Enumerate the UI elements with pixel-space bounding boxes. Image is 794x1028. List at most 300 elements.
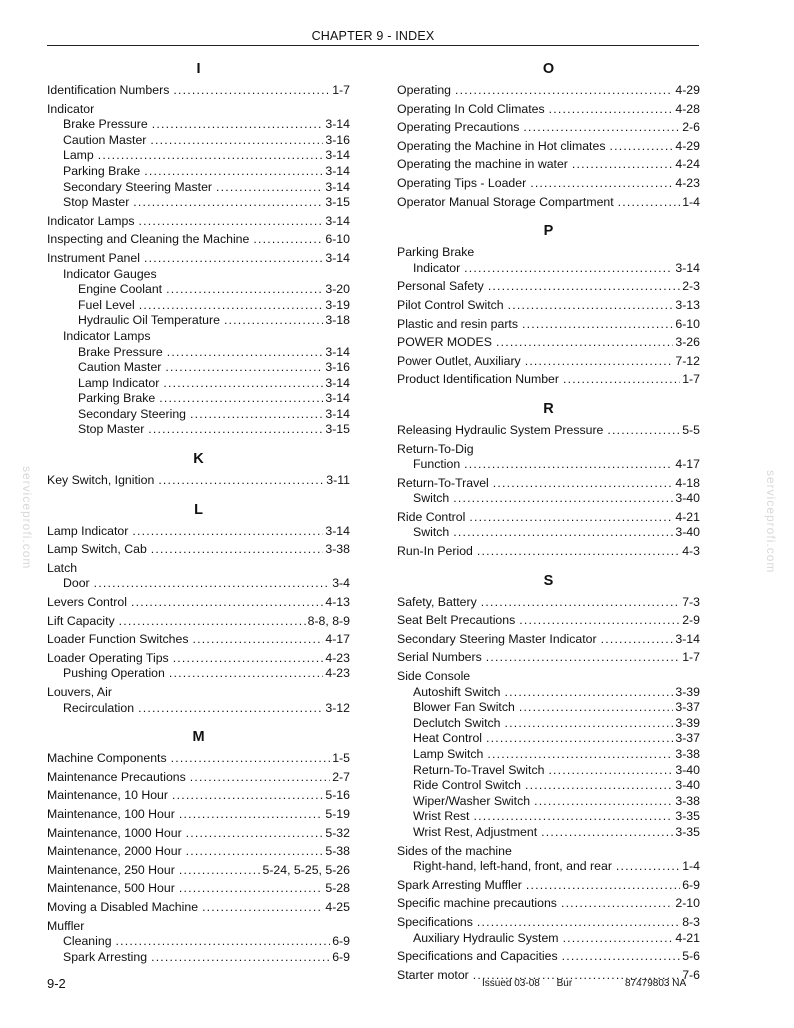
index-entry [397,896,700,912]
index-entry [397,102,700,118]
index-entry [397,139,700,155]
index-entry [47,542,350,558]
entry-text: Inspecting and Cleaning the Machine [47,232,250,247]
entry-page: 6-10 [325,232,350,247]
entry-text: Safety, Battery [397,594,477,609]
entry-page: 3-16 [325,360,350,375]
dot-leader [163,376,323,392]
dot-leader [616,859,680,875]
entry-text: Plastic and resin parts [397,316,518,331]
entry-page: 3-35 [675,809,700,824]
index-entry [47,666,350,682]
entry-text: Latch [47,560,78,575]
index-entry [47,214,350,230]
index-entry [47,934,350,950]
entry-text: Maintenance, 10 Hour [47,788,168,803]
entry-text: Operating Tips - Loader [397,175,527,190]
entry-page: 1-4 [682,859,700,874]
entry-text: Loader Function Switches [47,632,189,647]
entry-text: Muffler [47,918,85,933]
section-gap [47,489,350,499]
index-entry [47,863,350,879]
entry-text: Lamp Indicator [78,375,160,390]
dot-leader [144,251,323,267]
dot-leader [166,282,323,298]
entry-page: 3-39 [675,715,700,730]
entry-page: 6-10 [675,316,700,331]
index-entry [47,595,350,611]
entry-page: 4-18 [675,475,700,490]
entry-text: Lamp Switch [413,747,484,761]
entry-page: 3-40 [675,525,700,540]
entry-page: 3-40 [675,762,700,777]
index-entry [397,716,700,732]
dot-leader [173,651,324,667]
index-entry [47,133,350,149]
dot-leader [186,844,324,860]
entry-page: 3-38 [675,793,700,808]
index-entry [47,329,350,345]
entry-page: 8-3 [682,914,700,929]
dot-leader [119,614,306,630]
index-entry [397,442,700,458]
index-entry [47,826,350,842]
dot-leader [150,133,323,149]
entry-text: Lamp [63,148,94,163]
dot-leader [486,731,673,747]
section-letter: R [543,400,554,417]
dot-leader [186,826,324,842]
entry-page: 3-14 [325,375,350,390]
entry-text: Operating the Machine in Hot climates [397,138,606,153]
entry-text: Heat Control [413,731,483,746]
index-entry [397,544,700,560]
entry-page: 3-15 [325,195,350,210]
footer-issued: Issued 03-08 [482,978,540,989]
entry-page: 5-6 [682,949,700,964]
dot-leader [618,195,681,211]
dot-leader [138,701,323,717]
index-entry [397,650,700,666]
entry-page: 3-11 [326,473,350,488]
entry-page: 3-38 [675,747,700,761]
entry-page: 8-8, 8-9 [307,613,350,628]
section-letter: O [542,61,555,77]
dot-leader [548,763,673,779]
dot-leader [139,298,324,314]
entry-page: 3-18 [325,313,350,328]
entry-text: Ride Control Switch [413,778,521,793]
entry-text: Operator Manual Storage Compartment [397,194,614,209]
entry-text: Lift Capacity [47,613,115,628]
entry-text: Brake Pressure [78,344,163,359]
dot-leader [172,788,323,804]
entry-page: 2-10 [675,896,700,911]
section-letter: K [193,451,204,468]
entry-text: Spark Arresting Muffler [397,877,522,892]
index-entry [47,117,350,133]
entry-text: Spark Arresting [63,949,148,964]
entry-page: 3-14 [675,631,700,646]
index-entry [397,372,700,388]
dot-leader [563,372,680,388]
entry-page: 6-9 [332,934,350,949]
entry-text: Pilot Control Switch [397,297,504,312]
index-entry [47,313,350,329]
entry-page: 4-21 [675,509,700,524]
section-gap [397,210,700,220]
entry-text: Machine Components [47,751,167,766]
entry-text: Parking Brake [63,163,141,178]
dot-leader [151,542,324,558]
index-entry [397,261,700,277]
entry-page: 3-14 [325,344,350,359]
index-entry [397,669,700,685]
index-entry [47,524,350,540]
index-entry [47,391,350,407]
entry-text: Product Identification Number [397,372,559,387]
index-entry [47,473,350,489]
dot-leader [561,896,673,912]
dot-leader [493,476,674,492]
dot-leader [530,176,673,192]
index-entry [397,878,700,894]
index-entry [397,915,700,931]
dot-leader [202,900,323,916]
entry-text: Operating [397,83,452,97]
dot-leader [487,747,673,763]
entry-text: Identification Numbers [47,83,170,97]
dot-leader [453,491,673,507]
dot-leader [481,595,680,611]
entry-text: Power Outlet, Auxiliary [397,353,521,368]
index-entry [47,298,350,314]
index-column-left [47,58,350,965]
entry-page: 3-38 [325,542,350,557]
entry-text: Maintenance, 1000 Hour [47,825,182,840]
dot-leader [159,391,323,407]
index-entry [397,613,700,629]
dot-leader [519,613,680,629]
entry-text: Stop Master [63,195,130,210]
entry-text: Operating Precautions [397,120,520,135]
entry-text: Secondary Steering [78,406,187,421]
entry-text: Specifications and Capacities [397,949,558,964]
entry-page: 4-23 [325,666,350,681]
entry-page: 3-14 [325,117,350,132]
entry-text: Ride Control [397,509,466,524]
index-entry [47,770,350,786]
entry-text: Levers Control [47,595,127,610]
index-entry [47,844,350,860]
entry-text: Maintenance, 2000 Hour [47,844,182,859]
entry-text: Moving a Disabled Machine [47,899,199,914]
entry-text: Starter motor [397,967,469,982]
entry-text: POWER MODES [397,335,492,350]
index-entry [397,245,700,261]
dot-leader [549,102,674,118]
entry-page: 3-14 [325,213,350,228]
entry-text: Indicator [47,101,95,116]
index-entry [47,232,350,248]
index-entry [47,950,350,966]
index-entry [397,747,700,763]
dot-leader [132,524,323,540]
dot-leader [179,881,324,897]
section-letter: P [543,223,554,240]
index-entry [397,491,700,507]
dot-leader [473,809,673,825]
section-gap [397,560,700,570]
entry-text: Lamp Switch, Cab [47,542,147,557]
entry-text: Right-hand, left-hand, front, and rear [413,859,612,874]
entry-text: Key Switch, Ignition [47,473,155,488]
dot-leader [508,298,674,314]
dot-leader [469,510,673,526]
dot-leader [464,261,673,277]
page-header-title: CHAPTER 9 - INDEX [311,29,435,43]
dot-leader [133,195,323,211]
entry-page: 1-7 [682,372,700,387]
index-entry [397,685,700,701]
watermark-right: serviceprofi.com [764,470,778,574]
dot-leader [139,214,324,230]
index-entry [47,164,350,180]
index-entry [397,859,700,875]
dot-leader [151,950,330,966]
entry-text: Declutch Switch [413,715,501,730]
dot-leader [572,157,673,173]
entry-text: Operating In Cold Climates [397,101,545,116]
index-entry [397,632,700,648]
footer-info [482,978,686,989]
index-entry [397,595,700,611]
entry-text: Switch [413,491,450,506]
index-entry [397,317,700,333]
entry-text: Operating the machine in water [397,157,568,172]
entry-text: Loader Operating Tips [47,650,169,665]
index-entry [47,788,350,804]
index-entry [47,576,350,592]
entry-text: Switch [413,525,450,540]
index-entry [397,120,700,136]
index-entry [397,825,700,841]
entry-text: Indicator Lamps [47,213,135,228]
dot-leader [171,751,331,767]
entry-text: Specific machine precautions [397,896,557,911]
entry-text: Lamp Indicator [47,523,129,538]
dot-leader [488,279,680,295]
entry-text: Blower Fan Switch [413,700,515,715]
entry-page: 3-14 [325,406,350,421]
index-entry [47,180,350,196]
entry-text: Return-To-Travel Switch [413,762,545,777]
index-entry [397,809,700,825]
dot-leader [144,164,323,180]
dot-leader [486,650,680,666]
entry-text: Wiper/Washer Switch [413,793,531,808]
entry-text: Recirculation [63,700,135,715]
index-entry [47,701,350,717]
dot-leader [253,232,323,248]
dot-leader [526,878,680,894]
entry-text: Run-In Period [397,544,473,559]
index-entry [47,102,350,118]
index-entry [397,731,700,747]
index-entry [47,376,350,392]
dot-leader [158,473,324,489]
entry-page: 4-24 [675,157,700,172]
entry-text: Specifications [397,914,473,929]
index-entry [47,919,350,935]
entry-text: Secondary Steering Master Indicator [397,631,597,646]
entry-page: 5-24, 5-25, 5-26 [262,862,350,877]
entry-page: 2-6 [682,120,700,135]
index-entry [397,176,700,192]
entry-text: Parking Brake [397,245,475,260]
header-rule [47,45,699,46]
dot-leader [477,544,680,560]
index-entry [47,651,350,667]
index-entry [397,476,700,492]
index-entry [47,632,350,648]
entry-text: Releasing Hydraulic System Pressure [397,422,604,437]
index-entry [47,561,350,577]
entry-page: 3-15 [325,422,350,437]
entry-page: 4-21 [675,930,700,945]
index-entry [397,763,700,779]
entry-text: Hydraulic Oil Temperature [78,313,220,328]
dot-leader [609,139,673,155]
footer-lang: Bur [556,978,573,989]
entry-page: 4-23 [325,650,350,665]
entry-page: 2-9 [682,613,700,628]
index-entry [47,282,350,298]
entry-page: 3-40 [675,778,700,793]
entry-text: Caution Master [78,360,162,375]
entry-text: Wrist Rest, Adjustment [413,824,538,839]
entry-page: 5-16 [325,788,350,803]
index-entry [47,360,350,376]
dot-leader [190,770,330,786]
entry-page: 6-9 [332,949,350,964]
index-entry [397,298,700,314]
entry-page: 4-3 [682,544,700,559]
entry-page: 3-16 [325,132,350,147]
index-entry [397,354,700,370]
footer-code: 87479803 NA [624,978,687,989]
entry-text: Function [413,457,461,472]
entry-page: 3-4 [332,576,350,591]
entry-page: 1-7 [332,83,350,97]
index-entry [47,614,350,630]
entry-page: 4-28 [675,101,700,116]
entry-text: Secondary Steering Master [63,179,213,194]
entry-text: Sides of the machine [397,843,512,858]
entry-text: Cleaning [63,934,112,949]
dot-leader [496,335,673,351]
entry-page: 7-6 [682,967,700,982]
index-entry [47,751,350,767]
dot-leader [116,934,331,950]
entry-text: Door [63,576,90,591]
entry-text: Wrist Rest [413,809,470,824]
dot-leader [504,716,673,732]
entry-text: Serial Numbers [397,650,482,665]
entry-text: Pushing Operation [63,666,165,681]
index-entry [47,251,350,267]
entry-text: Indicator [413,260,461,275]
section-gap [47,438,350,448]
index-entry [47,900,350,916]
entry-page: 3-13 [675,297,700,312]
index-entry [397,279,700,295]
section-gap [397,388,700,398]
index-entry [397,525,700,541]
entry-text: Parking Brake [78,391,156,406]
dot-leader [534,794,673,810]
entry-page: 3-37 [675,700,700,715]
dot-leader [131,595,323,611]
section-letter: I [196,61,201,77]
index-entry [47,345,350,361]
entry-text: Louvers, Air [47,685,112,699]
index-entry [47,148,350,164]
entry-text: Maintenance, 250 Hour [47,862,175,877]
entry-page: 3-35 [675,824,700,839]
entry-page: 3-19 [325,297,350,312]
entry-page: 4-29 [675,138,700,153]
entry-page: 3-14 [325,148,350,163]
dot-leader [169,666,324,682]
index-entry [47,422,350,438]
dot-leader [167,345,324,361]
entry-page: 3-39 [675,684,700,699]
entry-text: Return-To-Dig [397,441,474,456]
entry-page: 3-14 [325,391,350,406]
entry-text: Caution Master [63,132,147,147]
section-gap [47,716,350,726]
entry-text: Fuel Level [78,297,135,312]
dot-leader [562,949,681,965]
dot-leader [601,632,674,648]
entry-page: 3-20 [325,282,350,297]
entry-text: Seat Belt Precautions [397,613,516,628]
entry-text: Stop Master [78,422,145,437]
index-entry [397,195,700,211]
entry-page: 5-19 [325,806,350,821]
entry-page: 4-29 [675,83,700,97]
index-entry [397,700,700,716]
index-column-right [397,58,700,983]
entry-page: 4-25 [325,899,350,914]
entry-page: 4-23 [675,175,700,190]
dot-leader [504,685,673,701]
entry-page: 6-9 [682,877,700,892]
index-entry [47,83,350,99]
entry-text: Indicator Gauges [63,266,157,281]
dot-leader [173,83,330,99]
index-entry [47,195,350,211]
entry-text: Maintenance Precautions [47,769,186,784]
entry-page: 4-17 [325,632,350,647]
entry-page: 7-12 [675,353,700,368]
dot-leader [98,148,324,164]
entry-page: 1-5 [332,751,350,766]
entry-page: 4-17 [675,457,700,472]
entry-page: 3-12 [325,700,350,715]
entry-page: 3-37 [675,731,700,746]
